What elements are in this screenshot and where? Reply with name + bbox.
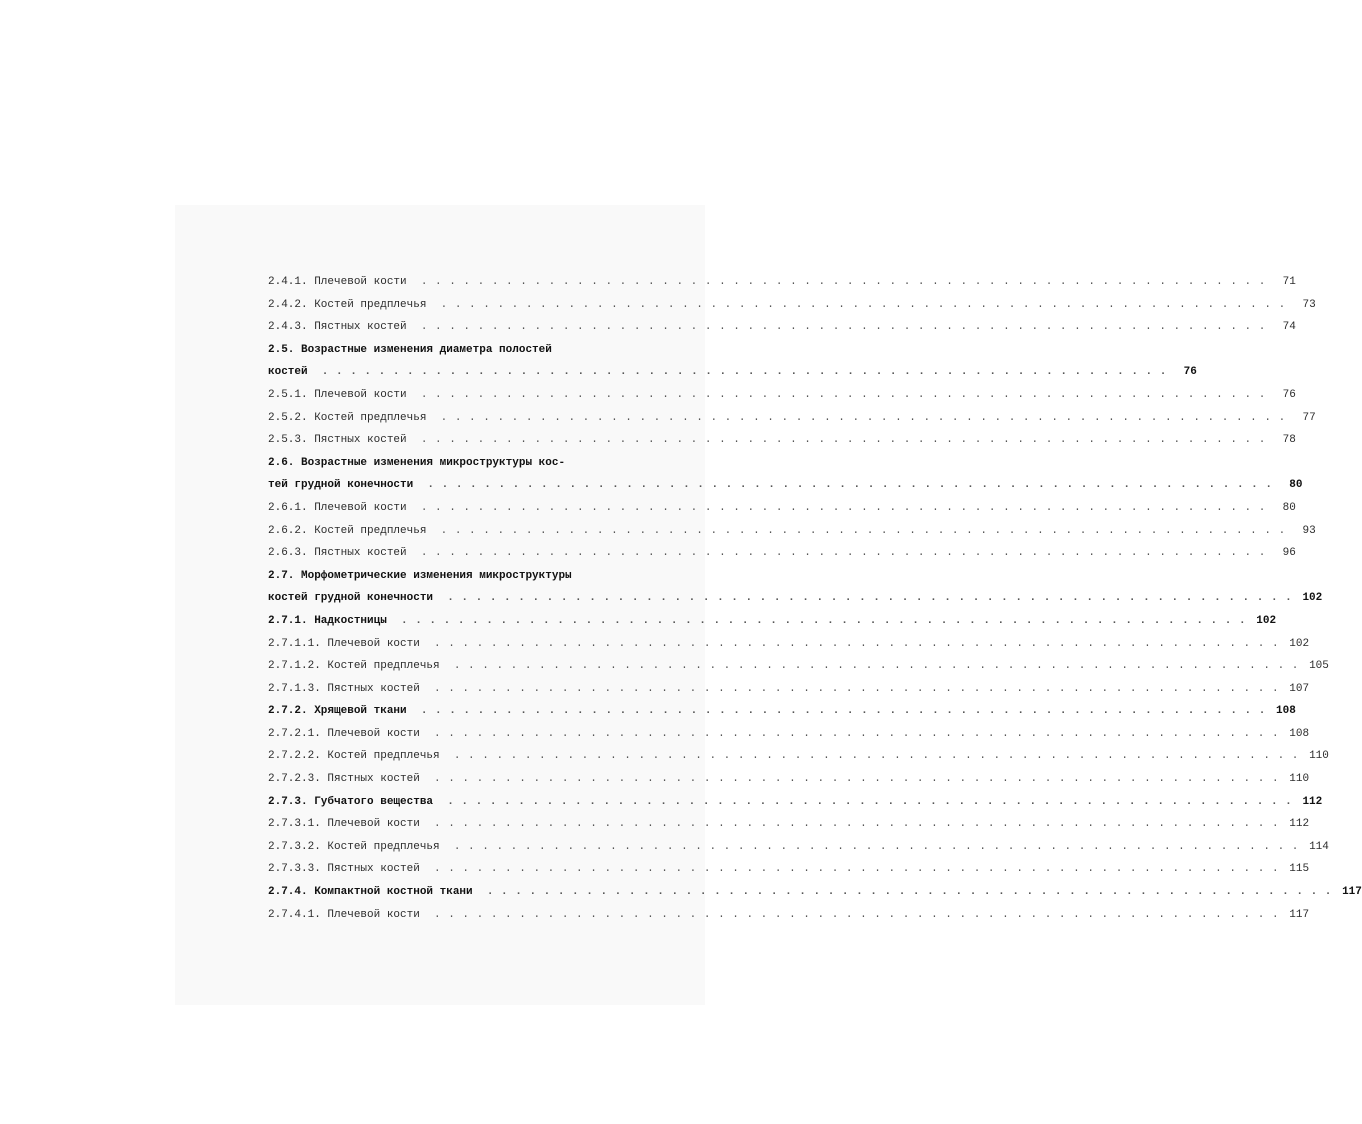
toc-entry-page: 73 [1302, 298, 1316, 311]
toc-entry-label: 2.7.2.1. Плечевой кости [268, 727, 420, 740]
toc-dot-leader: . . . . . . . . . . . . . . . . . . . . . . . . . . . . . . . . . . . . . . . . . . . . . . . . . . . . . . . . . . . . [419, 818, 1280, 831]
toc-entry-label: 2.7.3.3. Пястных костей [268, 863, 420, 876]
toc-entry-label: 2.6.2. Костей предплечья [268, 524, 427, 537]
toc-dot-leader: . . . . . . . . . . . . . . . . . . . . . . . . . . . . . . . . . . . . . . . . . . . . . . . . . . . . . . . . . . . . [406, 705, 1266, 718]
toc-entry [268, 813, 1310, 836]
toc-dot-leader: . . . . . . . . . . . . . . . . . . . . . . . . . . . . . . . . . . . . . . . . . . . . . . . . . . . . . . . . . . . . [307, 366, 1167, 379]
toc-entry-label: 2.7.3. Губчатого вещества [268, 795, 434, 808]
toc-entry-page: 115 [1289, 863, 1310, 876]
toc-section-heading [268, 452, 610, 475]
toc-entry-label: 2.4.1. Плечевой кости [268, 276, 407, 288]
toc-entry-label: 2.6.3. Пястных костей [268, 547, 407, 560]
toc-dot-leader: . . . . . . . . . . . . . . . . . . . . . . . . . . . . . . . . . . . . . . . . . . . . . . . . . . . . . . . . . . . . [419, 682, 1280, 695]
toc-entry [268, 768, 1310, 791]
toc-entry-page: 80 [1282, 501, 1296, 514]
toc-entry-page: 77 [1302, 411, 1316, 424]
toc-entry-label: костей [268, 366, 308, 379]
toc-entry [268, 678, 1310, 701]
toc-entry-label: 2.7.1. Надкостницы [268, 614, 387, 627]
toc-entry [268, 587, 1323, 610]
toc-entry-label: 2.5.1. Плечевой кости [268, 388, 407, 401]
toc-entry-label: 2.7.4.1. Плечевой кости [268, 908, 420, 921]
toc-entry-page: 102 [1302, 592, 1323, 605]
toc-dot-leader: . . . . . . . . . . . . . . . . . . . . . . . . . . . . . . . . . . . . . . . . . . . . . . . . . . . . . . . . . . . . [419, 727, 1280, 740]
toc-entry-page: 80 [1289, 479, 1303, 492]
toc-entry-label: 2.4.3. Пястных костей [268, 321, 407, 334]
toc-entry-label: 2.7.2. Хрящевой ткани [268, 705, 407, 718]
toc-entry-label: 2.5.3. Пястных костей [268, 434, 407, 447]
toc-dot-leader: . . . . . . . . . . . . . . . . . . . . . . . . . . . . . . . . . . . . . . . . . . . . . . . . . . . . . . . . . . . . [413, 479, 1273, 492]
toc-entry-page [580, 565, 610, 588]
toc-dot-leader: . . . . . . . . . . . . . . . . . . . . . . . . . . . . . . . . . . . . . . . . . . . . . . . . . . . . . . . . . . . . [406, 434, 1266, 447]
toc-entry-label: тей грудной конечности [268, 479, 414, 492]
toc-dot-leader: . . . . . . . . . . . . . . . . . . . . . . . . . . . . . . . . . . . . . . . . . . . . . . . . . . . . . . . . . . . . [433, 795, 1293, 808]
toc-entry-label: 2.7. Морфометрические изменения микроструктуры [268, 569, 572, 582]
toc-entry [268, 836, 1329, 859]
toc-entry-label: 2.7.2.3. Пястных костей [268, 773, 420, 786]
toc-entry [268, 858, 1310, 881]
toc-entry-label: 2.5. Возрастные изменения диаметра полостей [268, 343, 552, 356]
toc-entry-label: 2.6. Возрастные изменения микроструктуры кос- [268, 456, 566, 469]
toc-entry-page [580, 339, 610, 362]
toc-dot-leader: . . . . . . . . . . . . . . . . . . . . . . . . . . . . . . . . . . . . . . . . . . . . . . . . . . . . . . . . . . . . [439, 840, 1299, 853]
toc-entry-label: 2.7.4. Компактной костной ткани [268, 886, 473, 899]
toc-entry-label: костей грудной конечности [268, 592, 434, 605]
toc-entry-page [580, 452, 610, 475]
toc-entry [268, 904, 1310, 927]
toc-dot-leader: . . . . . . . . . . . . . . . . . . . . . . . . . . . . . . . . . . . . . . . . . . . . . . . . . . . . . . . . . . . . [439, 750, 1299, 763]
toc-dot-leader: . . . . . . . . . . . . . . . . . . . . . . . . . . . . . . . . . . . . . . . . . . . . . . . . . . . . . . . . . . . . [406, 547, 1266, 560]
toc-dot-leader: . . . . . . . . . . . . . . . . . . . . . . . . . . . . . . . . . . . . . . . . . . . . . . . . . . . . . . . . . . . . [406, 321, 1266, 334]
toc-dot-leader: . . . . . . . . . . . . . . . . . . . . . . . . . . . . . . . . . . . . . . . . . . . . . . . . . . . . . . . . . . . . [433, 592, 1293, 605]
toc-entry [268, 316, 1296, 339]
toc-entry-page: 108 [1289, 727, 1310, 740]
toc-entry [268, 610, 1277, 633]
toc-entry-label: 2.7.3.2. Костей предплечья [268, 840, 440, 853]
toc-dot-leader: . . . . . . . . . . . . . . . . . . . . . . . . . . . . . . . . . . . . . . . . . . . . . . . . . . . . . . . . . . . . [386, 614, 1247, 627]
toc-entry-page: 93 [1302, 524, 1316, 537]
toc-dot-leader: . . . . . . . . . . . . . . . . . . . . . . . . . . . . . . . . . . . . . . . . . . . . . . . . . . . . . . . . . . . . [419, 773, 1280, 786]
toc-entry-page: 108 [1276, 705, 1296, 718]
toc-entry [268, 881, 1362, 904]
toc-entry-page: 96 [1282, 547, 1296, 560]
toc-entry-page: 107 [1289, 682, 1310, 695]
toc-entry [268, 474, 1303, 497]
toc-entry-page: 102 [1256, 614, 1277, 627]
toc-section-heading [268, 565, 610, 588]
toc-entry [268, 361, 1197, 384]
toc-entry-page: 105 [1309, 660, 1329, 673]
toc-entry-label: 2.7.1.1. Плечевой кости [268, 637, 420, 650]
toc-dot-leader: . . . . . . . . . . . . . . . . . . . . . . . . . . . . . . . . . . . . . . . . . . . . . . . . . . . . . . . . . . . . [472, 886, 1332, 899]
toc-entry [268, 791, 1323, 814]
table-of-contents [268, 271, 1362, 926]
toc-entry [268, 723, 1310, 746]
toc-entry-label: 2.7.1.2. Костей предплечья [268, 660, 440, 673]
toc-entry-page: 112 [1302, 795, 1323, 808]
toc-dot-leader: . . . . . . . . . . . . . . . . . . . . . . . . . . . . . . . . . . . . . . . . . . . . . . . . . . . . . . . . . . . . [426, 411, 1286, 424]
toc-entry [268, 745, 1329, 768]
toc-entry-page: 102 [1289, 637, 1310, 650]
toc-dot-leader: . . . . . . . . . . . . . . . . . . . . . . . . . . . . . . . . . . . . . . . . . . . . . . . . . . . . . . . . . . . . [426, 298, 1286, 311]
toc-dot-leader: . . . . . . . . . . . . . . . . . . . . . . . . . . . . . . . . . . . . . . . . . . . . . . . . . . . . . . . . . . . . [426, 524, 1286, 537]
toc-entry [268, 407, 1316, 430]
toc-entry-page: 78 [1282, 434, 1296, 447]
toc-section-heading [268, 339, 610, 362]
toc-entry [268, 700, 1296, 723]
toc-dot-leader: . . . . . . . . . . . . . . . . . . . . . . . . . . . . . . . . . . . . . . . . . . . . . . . . . . . . . . . . . . . . [419, 908, 1280, 921]
toc-entry [268, 271, 1296, 294]
toc-dot-leader: . . . . . . . . . . . . . . . . . . . . . . . . . . . . . . . . . . . . . . . . . . . . . . . . . . . . . . . . . . . . [439, 660, 1299, 673]
toc-entry-page: 76 [1282, 388, 1296, 401]
toc-entry [268, 497, 1296, 520]
toc-entry [268, 520, 1316, 543]
toc-entry-label: 2.7.2.2. Костей предплечья [268, 750, 440, 763]
toc-entry [268, 655, 1329, 678]
toc-entry-label: 2.7.1.3. Пястных костей [268, 682, 420, 695]
toc-entry-page: 71 [1282, 276, 1296, 288]
toc-entry [268, 384, 1296, 407]
toc-entry-label: 2.4.2. Костей предплечья [268, 298, 427, 311]
toc-entry [268, 633, 1310, 656]
toc-entry-page: 112 [1289, 818, 1310, 831]
toc-entry-page: 110 [1309, 750, 1329, 763]
toc-dot-leader: . . . . . . . . . . . . . . . . . . . . . . . . . . . . . . . . . . . . . . . . . . . . . . . . . . . . . . . . . . . . [406, 388, 1266, 401]
toc-entry-label: 2.6.1. Плечевой кости [268, 501, 407, 514]
toc-dot-leader: . . . . . . . . . . . . . . . . . . . . . . . . . . . . . . . . . . . . . . . . . . . . . . . . . . . . . . . . . . . . [406, 501, 1266, 514]
toc-entry-page: 117 [1289, 908, 1310, 921]
toc-entry-page: 74 [1282, 321, 1296, 334]
toc-entry [268, 542, 1296, 565]
toc-entry [268, 429, 1296, 452]
toc-entry-label: 2.5.2. Костей предплечья [268, 411, 427, 424]
toc-entry-label: 2.7.3.1. Плечевой кости [268, 818, 420, 831]
toc-entry-page: 114 [1309, 840, 1329, 853]
toc-entry-page: 76 [1183, 366, 1197, 379]
toc-dot-leader: . . . . . . . . . . . . . . . . . . . . . . . . . . . . . . . . . . . . . . . . . . . . . . . . . . . . . . . . . . . . [406, 276, 1266, 288]
toc-dot-leader: . . . . . . . . . . . . . . . . . . . . . . . . . . . . . . . . . . . . . . . . . . . . . . . . . . . . . . . . . . . . [419, 863, 1280, 876]
toc-entry [268, 294, 1316, 317]
toc-entry-page: 110 [1289, 773, 1310, 786]
toc-dot-leader: . . . . . . . . . . . . . . . . . . . . . . . . . . . . . . . . . . . . . . . . . . . . . . . . . . . . . . . . . . . . [419, 637, 1280, 650]
toc-entry-page: 117 [1342, 886, 1362, 899]
